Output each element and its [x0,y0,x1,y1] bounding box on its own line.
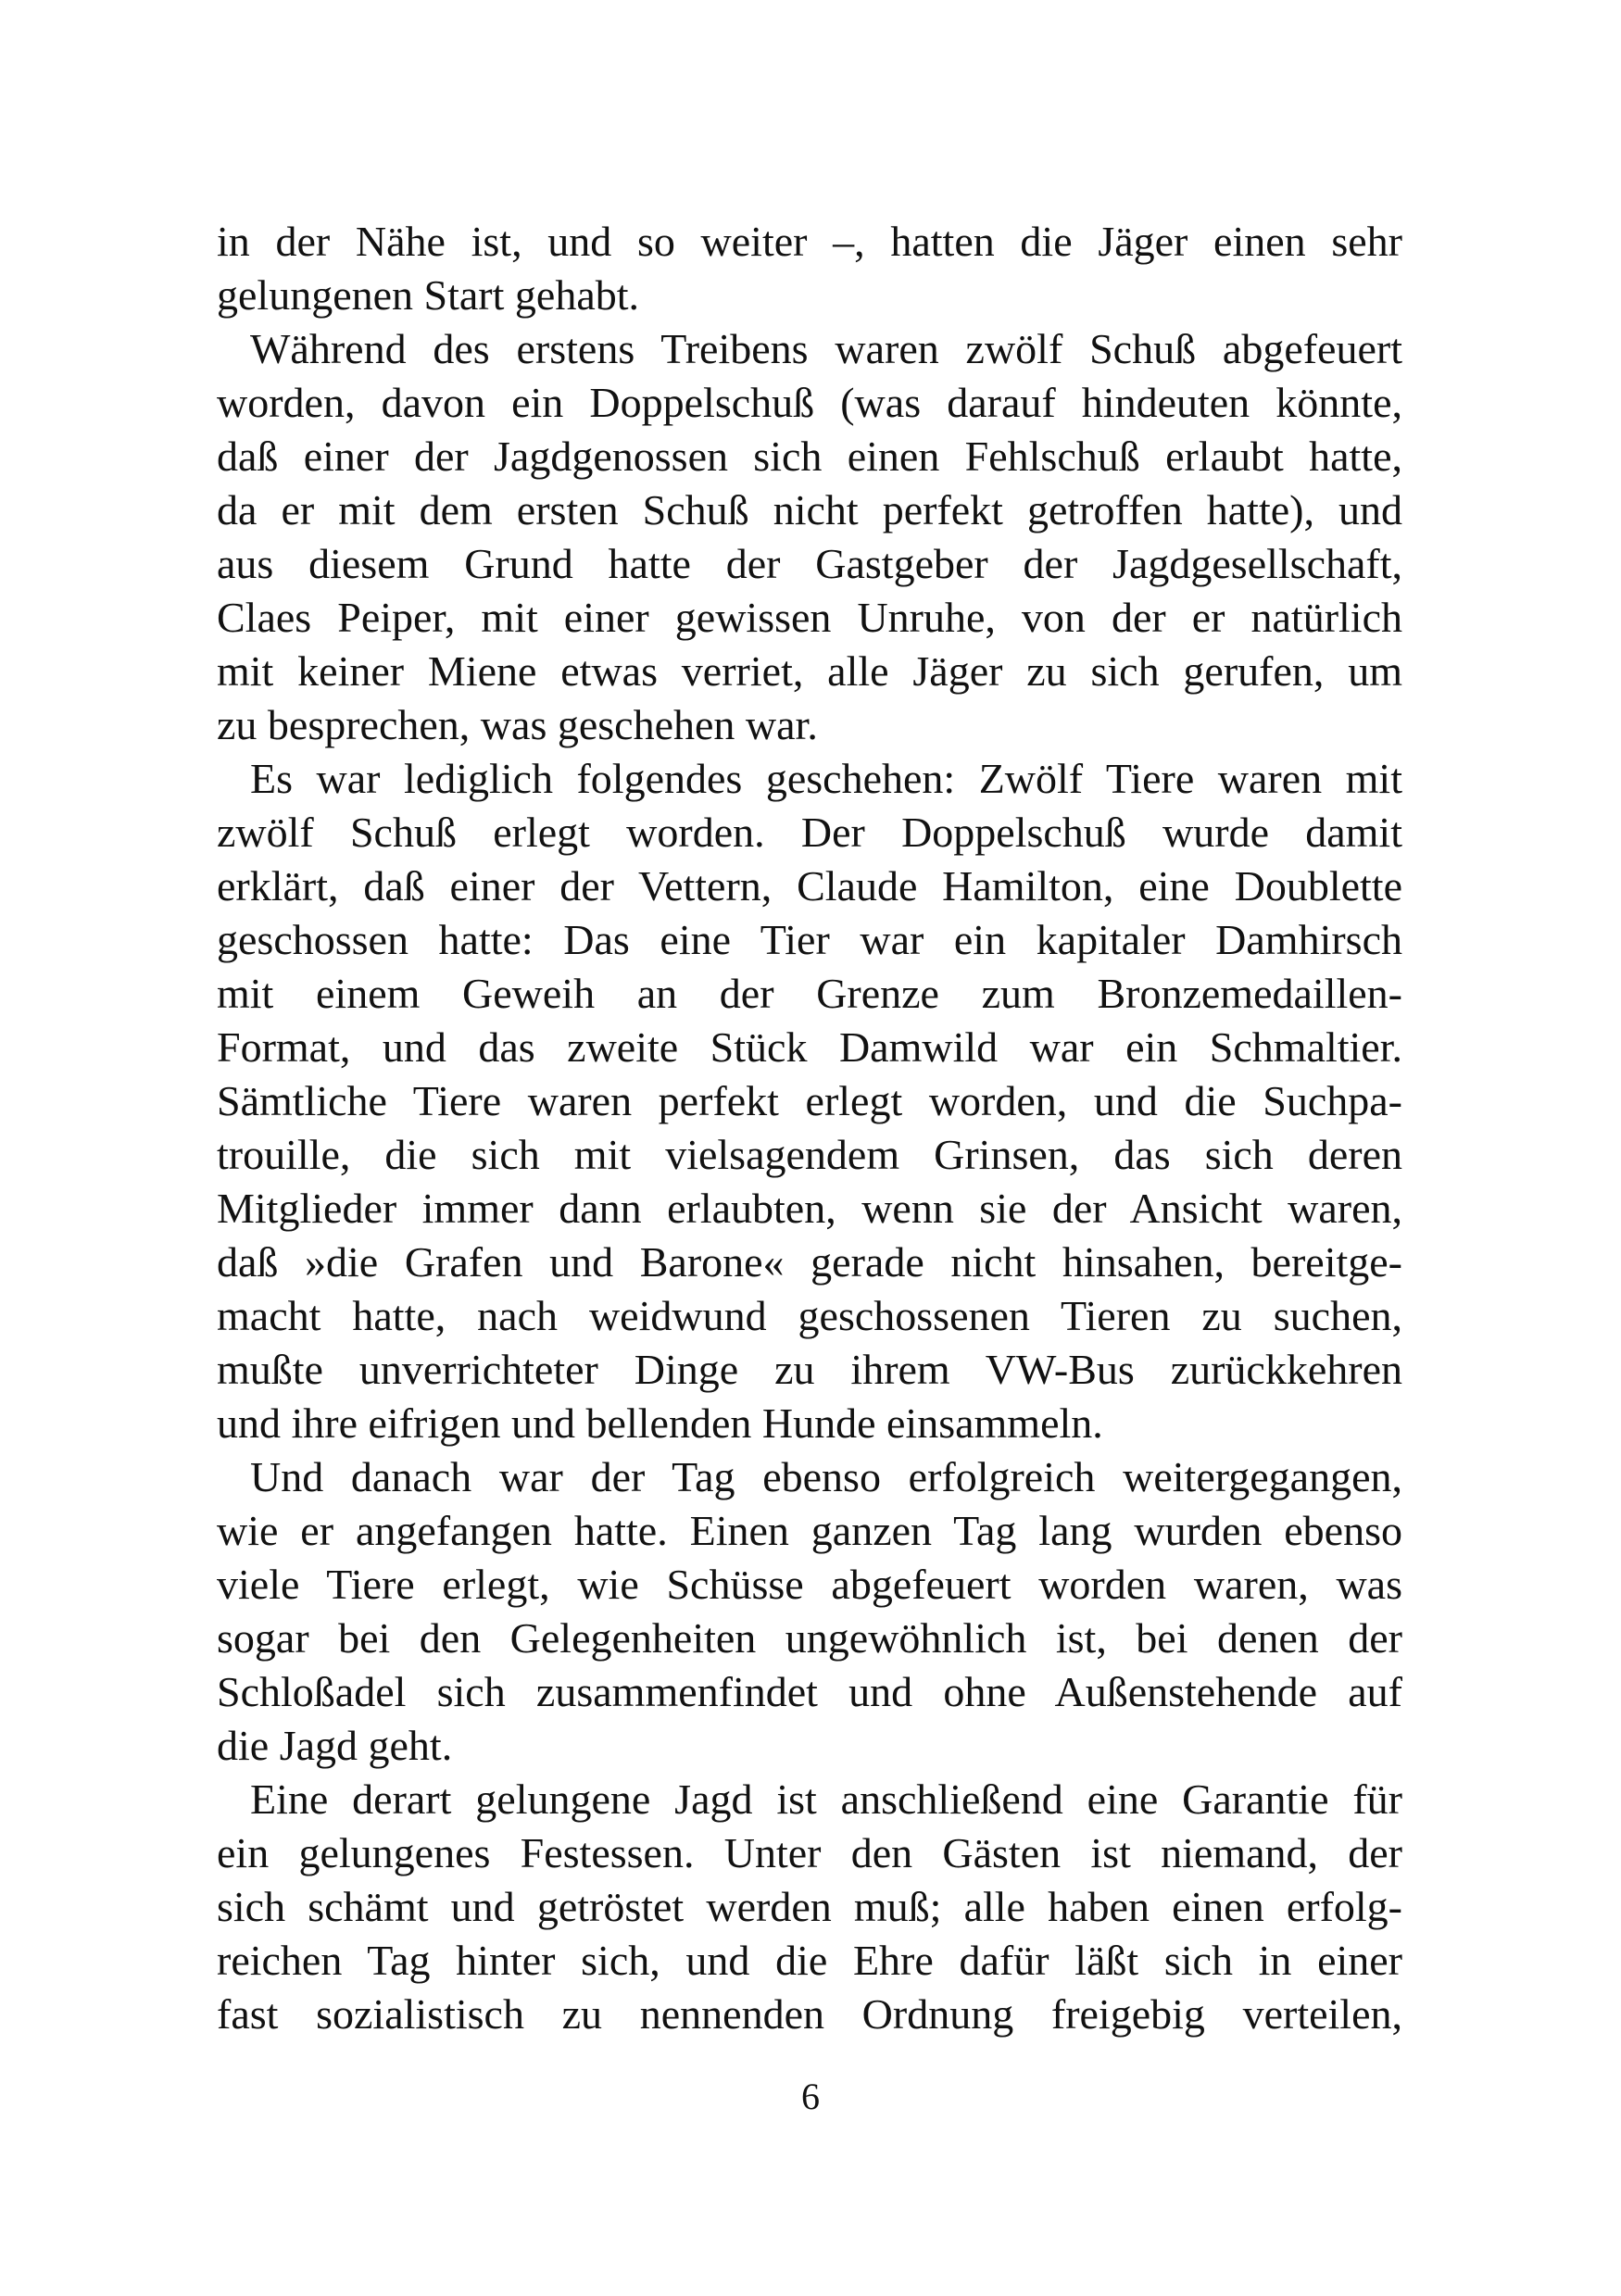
text-line: in der Nähe ist, und so weiter –, hatten die Jäger einen sehr [217,218,1402,265]
text-line: Während des erstens Treibens waren zwölf Schuß abgefeuert [250,325,1402,372]
text-line: geschossen hatte: Das eine Tier war ein kapitaler Damhirsch [217,916,1402,963]
text-line: Mitglieder immer dann erlaubten, wenn sie der Ansicht waren, [217,1185,1402,1232]
text-line: Format, und das zweite Stück Damwild war ein Schmaltier. [217,1023,1402,1071]
text-line: Claes Peiper, mit einer gewissen Unruhe, von der er natürlich [217,594,1402,641]
text-line: da er mit dem ersten Schuß nicht perfekt getroffen hatte), und [217,486,1402,533]
text-line: Schloßadel sich zusammenfindet und ohne Außenstehende auf [217,1668,1402,1715]
text-line: mußte unverrichteter Dinge zu ihrem VW-Bus zurückkehren [217,1346,1402,1393]
text-line: fast sozialistisch zu nennenden Ordnung freigebig verteilen, [217,1990,1402,2038]
body-text [217,215,1402,2041]
text-line: und ihre eifrigen und bellenden Hunde einsammeln. [217,1399,1103,1447]
text-line: daß einer der Jagdgenossen sich einen Fehlschuß erlaubt hatte, [217,433,1402,480]
text-line: aus diesem Grund hatte der Gastgeber der Jagdgesellschaft, [217,540,1402,587]
text-line: reichen Tag hinter sich, und die Ehre dafür läßt sich in einer [217,1937,1402,1984]
text-line: trouille, die sich mit vielsagendem Grinsen, das sich deren [217,1131,1402,1178]
text-line: mit keiner Miene etwas verriet, alle Jäger zu sich gerufen, um [217,647,1402,695]
text-line: macht hatte, nach weidwund geschossenen Tieren zu suchen, [217,1292,1402,1339]
text-line: Sämtliche Tiere waren perfekt erlegt worden, und die Suchpa- [217,1077,1402,1124]
text-line: Es war lediglich folgendes geschehen: Zwölf Tiere waren mit [250,755,1402,802]
text-line: viele Tiere erlegt, wie Schüsse abgefeuert worden waren, was [217,1561,1402,1608]
text-line: sich schämt und getröstet werden muß; alle haben einen erfolg- [217,1883,1402,1930]
text-line: worden, davon ein Doppelschuß (was darauf hindeuten könnte, [217,379,1402,426]
text-line: die Jagd geht. [217,1722,453,1769]
text-line: ein gelungenes Festessen. Unter den Gästen ist niemand, der [217,1829,1402,1876]
text-line: erklärt, daß einer der Vettern, Claude Hamilton, eine Doublette [217,862,1402,910]
text-line: wie er angefangen hatte. Einen ganzen Tag lang wurden ebenso [217,1507,1402,1554]
text-line: zwölf Schuß erlegt worden. Der Doppelschuß wurde damit [217,809,1402,856]
page-number: 6 [801,2076,820,2117]
text-line: zu besprechen, was geschehen war. [217,701,818,748]
text-line: daß »die Grafen und Barone« gerade nicht hinsahen, bereitge- [217,1238,1402,1286]
text-line: gelungenen Start gehabt. [217,271,640,319]
text-line: Und danach war der Tag ebenso erfolgreich weitergegangen, [250,1453,1402,1500]
text-line: Eine derart gelungene Jagd ist anschließend eine Garantie für [250,1775,1402,1823]
text-line: mit einem Geweih an der Grenze zum Bronzemedaillen- [217,970,1402,1017]
text-line: sogar bei den Gelegenheiten ungewöhnlich ist, bei denen der [217,1614,1402,1662]
